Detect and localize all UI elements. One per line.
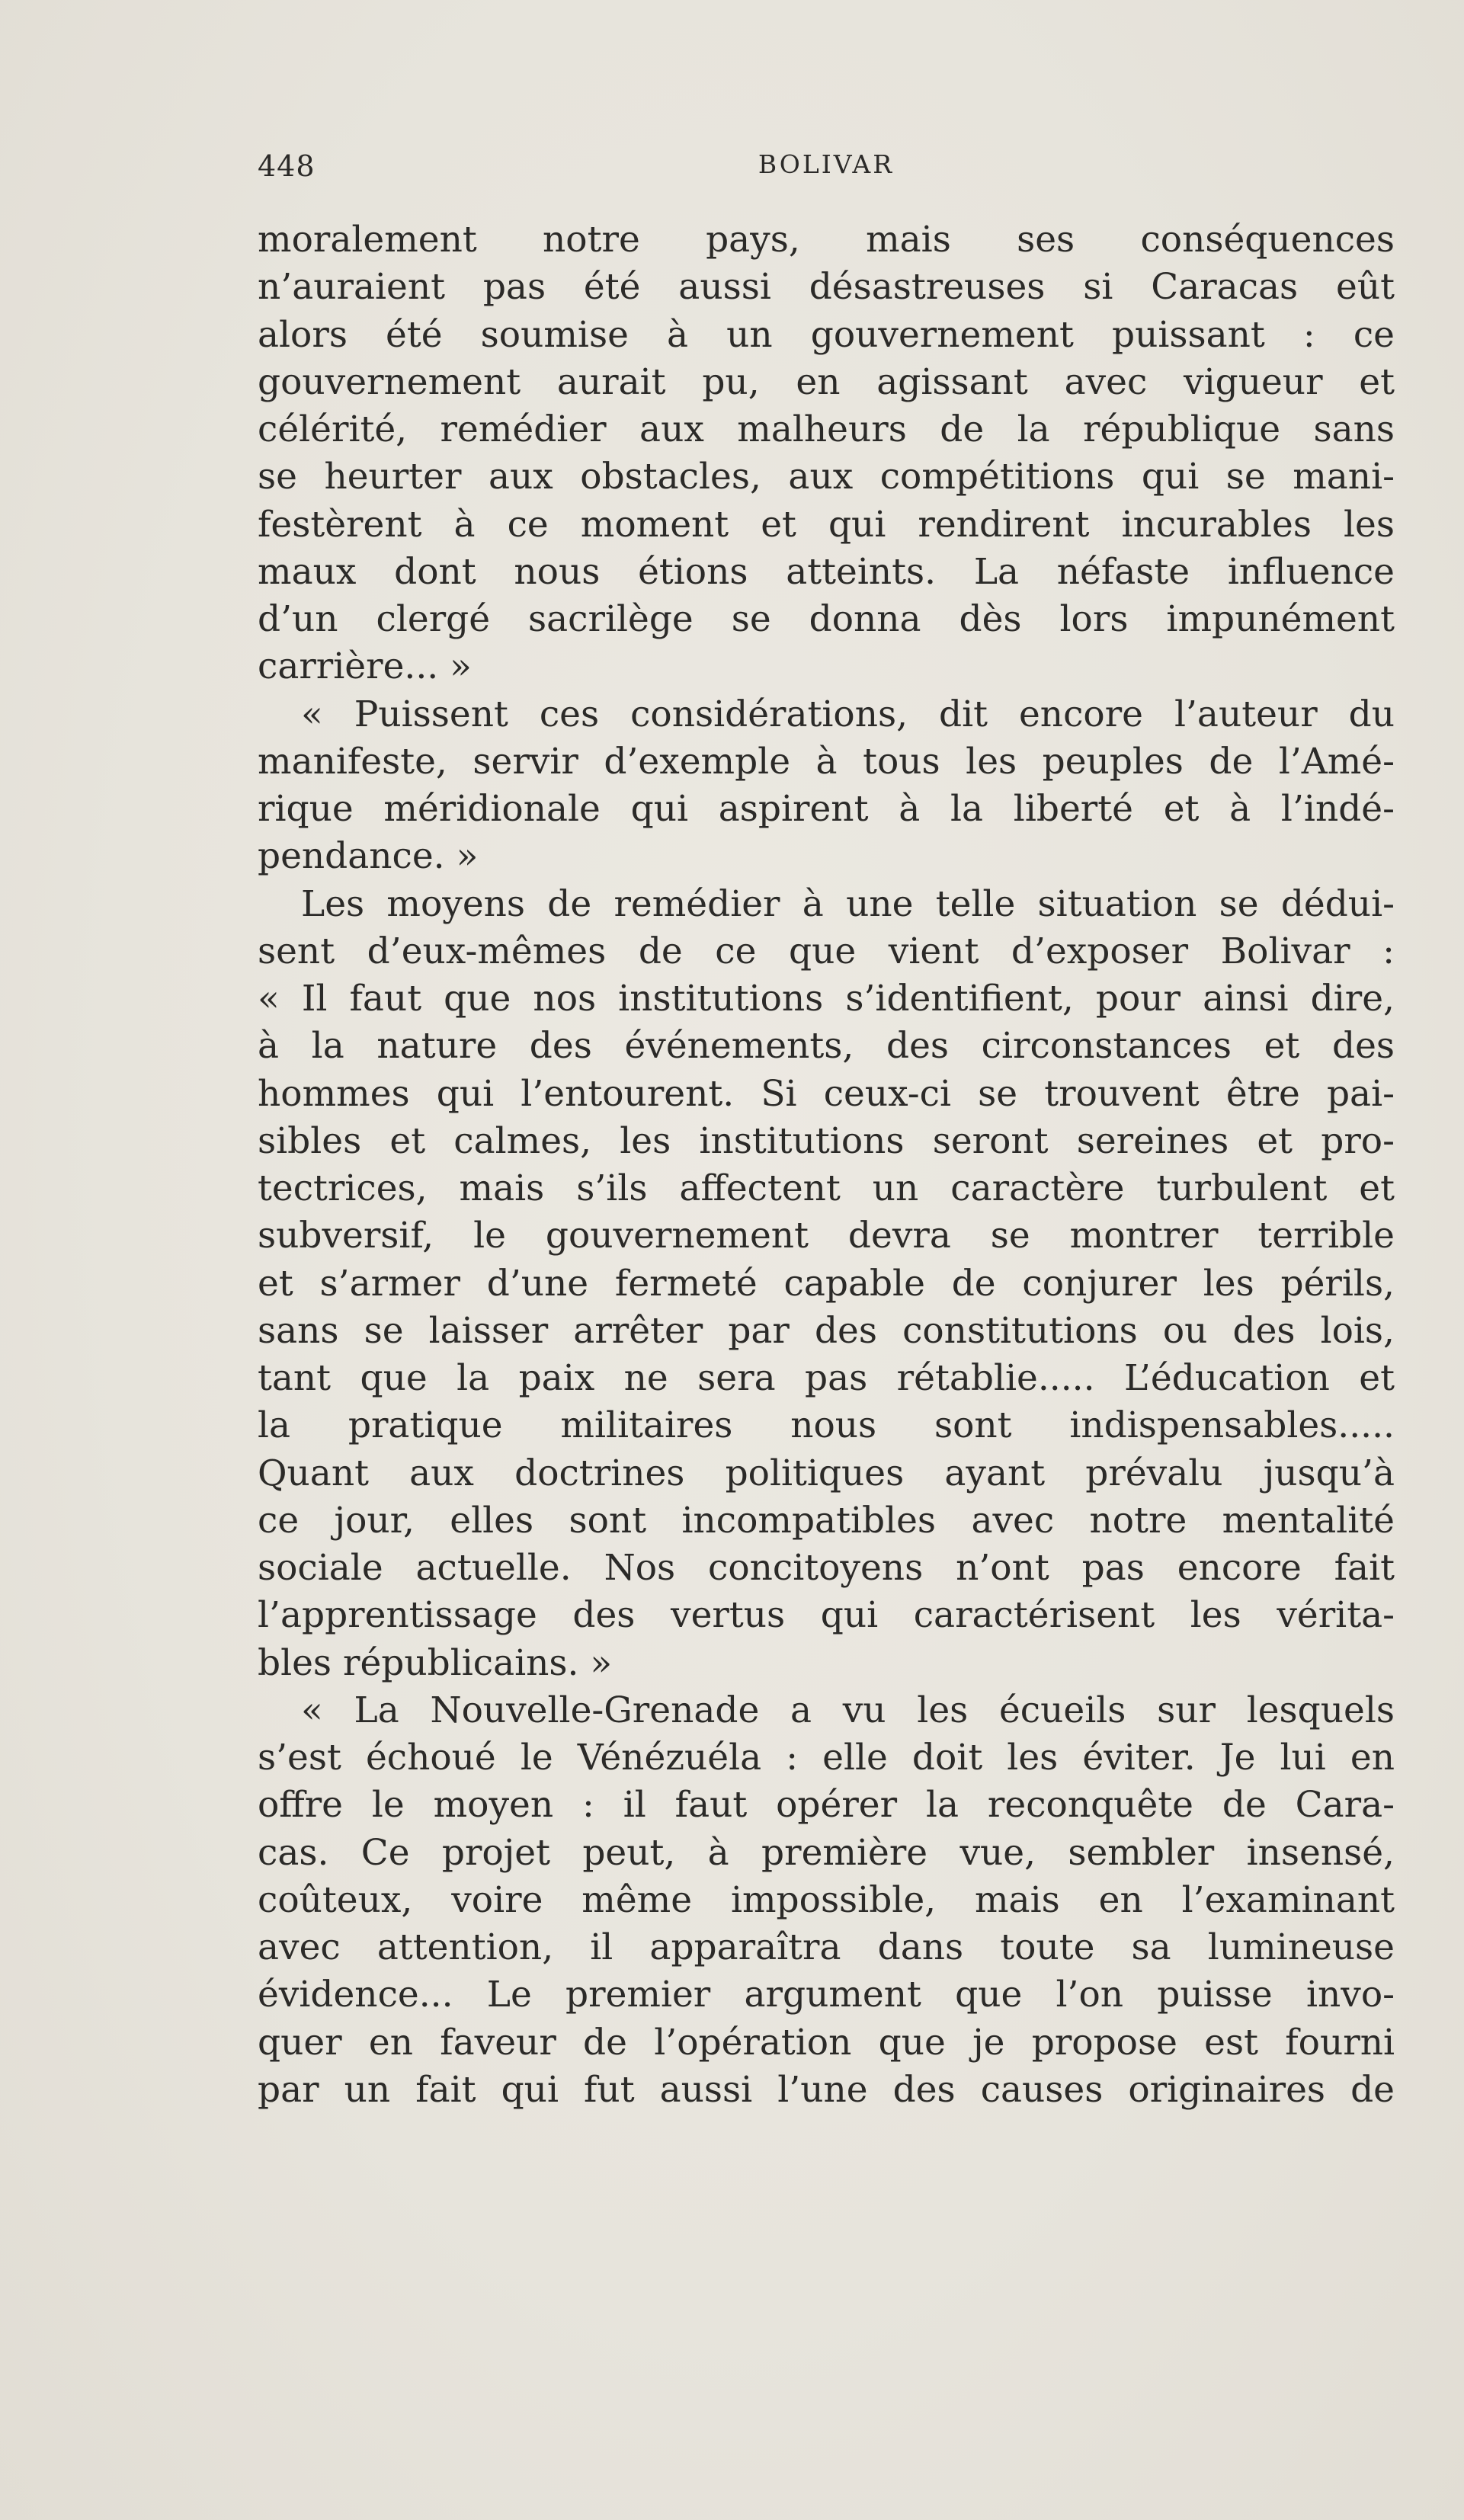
text-line: hommes qui l’entourent. Si ceux-ci se trouvent être pai- — [258, 1072, 1395, 1115]
text-line: la pratique militaires nous sont indispensables..... — [258, 1404, 1395, 1447]
text-line: quer en faveur de l’opération que je propose est fourni — [258, 2021, 1395, 2064]
text-line: sociale actuelle. Nos concitoyens n’ont pas encore fait — [258, 1547, 1395, 1589]
text-line: et s’armer d’une fermeté capable de conjurer les périls, — [258, 1262, 1395, 1305]
text-line: maux dont nous étions atteints. La néfaste influence — [258, 550, 1395, 593]
text-line: à la nature des événements, des circonstances et des — [258, 1025, 1395, 1068]
text-line: l’apprentissage des vertus qui caractérisent les vérita- — [258, 1594, 1395, 1637]
page-header — [258, 149, 1395, 195]
text-line: coûteux, voire même impossible, mais en l’examinant — [258, 1878, 1395, 1921]
text-line: célérité, remédier aux malheurs de la république sans — [258, 408, 1395, 450]
body-text — [258, 216, 1395, 2114]
text-line: Quant aux doctrines politiques ayant prévalu jusqu’à — [258, 1452, 1395, 1494]
text-line: alors été soumise à un gouvernement puissant : ce — [258, 313, 1395, 356]
text-line: s’est échoué le Vénézuéla : elle doit les éviter. Je lui en — [258, 1737, 1395, 1779]
text-line: rique méridionale qui aspirent à la liberté et à l’indé- — [258, 788, 1395, 830]
text-line: bles républicains. » — [258, 1641, 613, 1684]
text-line: avec attention, il apparaîtra dans toute sa lumineuse — [258, 1926, 1395, 1968]
text-line: carrière... » — [258, 645, 472, 688]
text-line: d’un clergé sacrilège se donna dès lors impunément — [258, 598, 1395, 640]
text-line: Les moyens de remédier à une telle situation se dédui- — [301, 882, 1395, 925]
text-line: pendance. » — [258, 835, 479, 878]
text-line: « Puissent ces considérations, dit encore l’auteur du — [301, 693, 1395, 735]
text-line: cas. Ce projet peut, à première vue, sembler insensé, — [258, 1831, 1395, 1874]
text-line: ce jour, elles sont incompatibles avec notre mentalité — [258, 1499, 1395, 1542]
text-line: subversif, le gouvernement devra se montrer terrible — [258, 1215, 1395, 1257]
text-line: se heurter aux obstacles, aux compétitions qui se mani- — [258, 456, 1395, 498]
text-line: « Il faut que nos institutions s’identifient, pour ainsi dire, — [258, 978, 1395, 1020]
text-line: par un fait qui fut aussi l’une des causes originaires de — [258, 2068, 1395, 2111]
text-line: festèrent à ce moment et qui rendirent incurables les — [258, 503, 1395, 546]
text-line: moralement notre pays, mais ses conséquences — [258, 219, 1395, 261]
text-line: sans se laisser arrêter par des constitutions ou des lois, — [258, 1309, 1395, 1352]
text-line: sent d’eux-mêmes de ce que vient d’exposer Bolivar : — [258, 930, 1395, 972]
text-line: tectrices, mais s’ils affectent un caractère turbulent et — [258, 1167, 1395, 1209]
running-head: BOLIVAR — [758, 149, 895, 179]
text-line: « La Nouvelle-Grenade a vu les écueils sur lesquels — [301, 1689, 1395, 1731]
text-line: évidence... Le premier argument que l’on puisse invo- — [258, 1974, 1395, 2016]
page-number: 448 — [258, 149, 316, 183]
text-line: sibles et calmes, les institutions seront sereines et pro- — [258, 1119, 1395, 1162]
text-line: tant que la paix ne sera pas rétablie..... L’éducation et — [258, 1357, 1395, 1399]
text-line: offre le moyen : il faut opérer la reconquête de Cara- — [258, 1784, 1395, 1827]
text-line: manifeste, servir d’exemple à tous les peuples de l’Amé- — [258, 740, 1395, 783]
text-line: gouvernement aurait pu, en agissant avec vigueur et — [258, 360, 1395, 403]
text-line: n’auraient pas été aussi désastreuses si Caracas eût — [258, 266, 1395, 309]
